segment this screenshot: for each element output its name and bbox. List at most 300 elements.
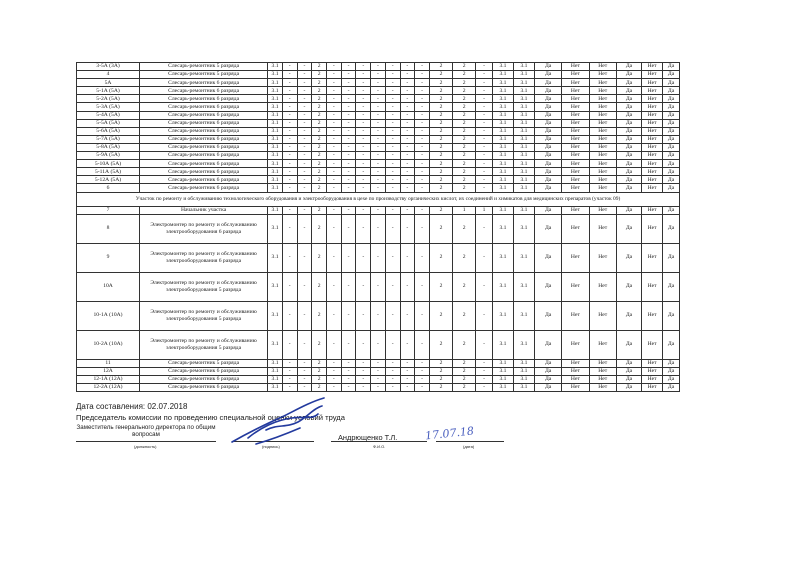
table-cell: Да [663, 359, 680, 367]
table-cell: - [385, 160, 400, 168]
table-cell: Да [616, 152, 641, 160]
table-cell: Да [534, 184, 561, 192]
table-cell: - [341, 160, 356, 168]
table-cell: 3.1 [492, 272, 513, 301]
table-cell: - [476, 243, 493, 272]
table-row [77, 359, 680, 367]
table-cell: - [356, 79, 371, 87]
job-title: Слесарь-ремонтник 6 разряда [140, 160, 268, 168]
table-row [77, 367, 680, 375]
table-cell: - [282, 135, 297, 143]
table-cell: Да [616, 127, 641, 135]
table-cell: - [400, 176, 415, 184]
table-body-top [77, 63, 680, 193]
table-cell: - [415, 330, 430, 359]
table-row [77, 160, 680, 168]
table-row [77, 330, 680, 359]
table-cell: Да [534, 111, 561, 119]
table-cell: - [327, 206, 342, 214]
caption-position: (должность) [134, 444, 157, 449]
table-cell: 2 [453, 243, 476, 272]
table-cell: - [415, 160, 430, 168]
table-cell: - [476, 176, 493, 184]
table-cell: - [341, 95, 356, 103]
table-cell: - [371, 243, 386, 272]
table-cell: - [282, 103, 297, 111]
member-name: Андрющенко Т.Л. [338, 433, 398, 442]
table-cell: Да [663, 111, 680, 119]
table-cell: 3.1 [513, 103, 534, 111]
table-cell: - [327, 184, 342, 192]
table-cell: Нет [589, 135, 616, 143]
table-cell: 2 [453, 383, 476, 391]
table-cell: - [282, 383, 297, 391]
table-row [77, 63, 680, 71]
table-cell: - [297, 63, 312, 71]
table-cell: 3.1 [513, 214, 534, 243]
table-cell: 2 [429, 375, 452, 383]
table-cell: - [356, 243, 371, 272]
table-body-bottom [77, 206, 680, 391]
table-cell: - [356, 206, 371, 214]
table-cell: - [415, 95, 430, 103]
table-cell: - [341, 71, 356, 79]
table-cell: Да [616, 206, 641, 214]
table-cell: Нет [562, 152, 589, 160]
table-cell: Да [616, 367, 641, 375]
table-cell: - [356, 383, 371, 391]
table-cell: 3.1 [492, 168, 513, 176]
table-cell: 3.1 [513, 383, 534, 391]
table-cell: 2 [429, 383, 452, 391]
table-cell: - [415, 143, 430, 151]
table-cell: 3.1 [268, 330, 283, 359]
table-cell: 2 [453, 152, 476, 160]
table-cell: - [400, 79, 415, 87]
table-row [77, 111, 680, 119]
table-cell: 3.1 [513, 71, 534, 79]
table-cell: Да [663, 119, 680, 127]
table-cell: - [297, 152, 312, 160]
table-cell: Нет [562, 95, 589, 103]
table-cell: - [327, 143, 342, 151]
table-cell: - [282, 152, 297, 160]
table-cell: - [282, 184, 297, 192]
table-cell: Нет [642, 119, 663, 127]
table-cell: - [385, 95, 400, 103]
table-cell: Нет [589, 176, 616, 184]
table-cell: Да [616, 272, 641, 301]
table-cell: - [327, 127, 342, 135]
table-cell: 3.1 [492, 206, 513, 214]
table-cell: 3.1 [513, 63, 534, 71]
table-cell: - [282, 272, 297, 301]
table-cell: - [327, 375, 342, 383]
table-cell: - [415, 367, 430, 375]
table-cell: - [297, 127, 312, 135]
table-cell: 2 [312, 176, 327, 184]
table-cell: - [476, 135, 493, 143]
table-cell: 3.1 [492, 367, 513, 375]
workplace-number: 10А [77, 272, 140, 301]
table-cell: 2 [429, 71, 452, 79]
table-cell: 2 [312, 383, 327, 391]
table-cell: - [341, 243, 356, 272]
table-cell: 3.1 [492, 87, 513, 95]
table-cell: - [415, 71, 430, 79]
table-cell: Нет [562, 87, 589, 95]
table-cell: - [327, 103, 342, 111]
workplace-number: 5-3А (5А) [77, 103, 140, 111]
table-cell: Да [663, 95, 680, 103]
table-row [77, 127, 680, 135]
table-cell: - [476, 359, 493, 367]
table-cell: - [297, 383, 312, 391]
table-cell: 2 [312, 184, 327, 192]
table-cell: Да [616, 243, 641, 272]
table-cell: - [476, 79, 493, 87]
table-cell: 2 [312, 111, 327, 119]
caption-signature: (подпись) [262, 444, 280, 449]
table-cell: 2 [312, 135, 327, 143]
table-cell: 3.1 [513, 127, 534, 135]
table-cell: Нет [589, 383, 616, 391]
table-cell: - [341, 359, 356, 367]
table-cell: Да [534, 301, 561, 330]
table-cell: - [327, 359, 342, 367]
table-cell: - [341, 375, 356, 383]
table-cell: Да [663, 184, 680, 192]
table-cell: - [400, 184, 415, 192]
table-cell: 3.1 [492, 383, 513, 391]
table-cell: Нет [589, 127, 616, 135]
position-rule [76, 441, 216, 442]
table-cell: - [415, 301, 430, 330]
table-cell: - [371, 367, 386, 375]
table-cell: - [282, 127, 297, 135]
table-cell: 3.1 [513, 87, 534, 95]
table-cell: 2 [312, 103, 327, 111]
job-title: Электромонтер по ремонту и обслуживанию электрооборудования 6 разряда [140, 214, 268, 243]
table-cell: 2 [453, 272, 476, 301]
table-cell: - [371, 127, 386, 135]
table-cell: - [282, 301, 297, 330]
table-cell: Нет [642, 143, 663, 151]
table-cell: Нет [562, 301, 589, 330]
table-cell: Да [616, 143, 641, 151]
table-cell: Да [663, 103, 680, 111]
workplace-number: 4 [77, 71, 140, 79]
table-cell: 2 [429, 152, 452, 160]
table-cell: - [341, 206, 356, 214]
table-cell: 2 [312, 63, 327, 71]
table-cell: - [476, 71, 493, 79]
table-cell: Нет [589, 63, 616, 71]
table-cell: Да [663, 243, 680, 272]
table-cell: - [327, 176, 342, 184]
table-cell: 2 [429, 135, 452, 143]
table-cell: - [297, 330, 312, 359]
table-cell: 2 [312, 152, 327, 160]
table-cell: - [282, 243, 297, 272]
date-rule [436, 441, 504, 442]
job-title: Слесарь-ремонтник 5 разряда [140, 359, 268, 367]
table-cell: Да [663, 135, 680, 143]
table-cell: - [476, 143, 493, 151]
table-cell: - [371, 206, 386, 214]
workplace-number: 5-12А (5А) [77, 176, 140, 184]
table-cell: - [297, 103, 312, 111]
table-cell: Да [663, 214, 680, 243]
workplace-number: 5-4А (5А) [77, 111, 140, 119]
table-cell: 2 [312, 206, 327, 214]
table-row [77, 168, 680, 176]
table-cell: Нет [589, 111, 616, 119]
job-title: Электромонтер по ремонту и обслуживанию электрооборудования 5 разряда [140, 330, 268, 359]
table-cell: - [356, 111, 371, 119]
table-cell: Да [534, 214, 561, 243]
table-cell: 2 [312, 214, 327, 243]
table-cell: - [400, 375, 415, 383]
table-cell: - [415, 135, 430, 143]
table-cell: - [356, 301, 371, 330]
table-cell: - [400, 383, 415, 391]
table-cell: Нет [562, 206, 589, 214]
table-cell: - [415, 168, 430, 176]
workplace-number: 5-5А (5А) [77, 119, 140, 127]
table-cell: - [282, 330, 297, 359]
table-cell: Нет [562, 119, 589, 127]
table-cell: - [341, 135, 356, 143]
table-cell: Да [616, 168, 641, 176]
table-cell: 3.1 [268, 168, 283, 176]
workplace-number: 10-1А (10А) [77, 301, 140, 330]
table-cell: Нет [589, 103, 616, 111]
workplace-number: 3-5А (3А) [77, 63, 140, 71]
table-cell: Да [616, 135, 641, 143]
table-cell: 3.1 [268, 206, 283, 214]
table-cell: 2 [453, 214, 476, 243]
table-cell: Нет [589, 143, 616, 151]
table-cell: - [371, 71, 386, 79]
table-cell: Да [534, 330, 561, 359]
table-cell: - [385, 168, 400, 176]
table-cell: - [341, 214, 356, 243]
table-cell: - [400, 95, 415, 103]
table-cell: Нет [562, 330, 589, 359]
workplace-number: 5-2А (5А) [77, 95, 140, 103]
table-cell: 2 [453, 103, 476, 111]
table-cell: 3.1 [513, 119, 534, 127]
table-cell: - [282, 71, 297, 79]
table-cell: 3.1 [268, 87, 283, 95]
table-cell: 3.1 [492, 127, 513, 135]
job-title: Слесарь-ремонтник 6 разряда [140, 143, 268, 151]
table-cell: - [385, 127, 400, 135]
table-cell: - [341, 87, 356, 95]
table-cell: 3.1 [268, 272, 283, 301]
table-cell: 3.1 [268, 135, 283, 143]
table-cell: 2 [312, 87, 327, 95]
table-cell: 2 [429, 330, 452, 359]
table-cell: 3.1 [492, 160, 513, 168]
table-cell: - [415, 103, 430, 111]
table-cell: 2 [312, 375, 327, 383]
table-cell: 3.1 [492, 71, 513, 79]
table-cell: 3.1 [492, 214, 513, 243]
table-cell: Нет [562, 359, 589, 367]
table-cell: 3.1 [492, 135, 513, 143]
table-cell: - [297, 79, 312, 87]
table-cell: - [400, 301, 415, 330]
table-cell: - [385, 359, 400, 367]
table-cell: - [476, 63, 493, 71]
table-cell: 2 [429, 160, 452, 168]
table-cell: 3.1 [513, 152, 534, 160]
workplace-number: 5-8А (5А) [77, 143, 140, 151]
table-cell: - [356, 184, 371, 192]
table-cell: - [385, 152, 400, 160]
table-cell: 3.1 [513, 95, 534, 103]
table-cell: - [385, 214, 400, 243]
table-cell: Нет [642, 111, 663, 119]
table-row [77, 375, 680, 383]
table-cell: 2 [429, 243, 452, 272]
table-cell: - [476, 330, 493, 359]
table-cell: - [371, 301, 386, 330]
table-cell: 3.1 [492, 152, 513, 160]
table-cell: Нет [562, 214, 589, 243]
table-cell: Нет [642, 206, 663, 214]
job-title: Слесарь-ремонтник 6 разряда [140, 103, 268, 111]
table-cell: 3.1 [268, 71, 283, 79]
table-cell: Да [663, 87, 680, 95]
table-cell: Да [663, 367, 680, 375]
table-cell: Нет [642, 87, 663, 95]
table-cell: - [356, 87, 371, 95]
table-cell: Нет [562, 168, 589, 176]
table-cell: - [297, 95, 312, 103]
table-cell: 3.1 [513, 243, 534, 272]
workplace-number: 6 [77, 184, 140, 192]
job-title: Слесарь-ремонтник 6 разряда [140, 176, 268, 184]
table-cell: - [327, 301, 342, 330]
workplace-number: 5-11А (5А) [77, 168, 140, 176]
table-cell: Да [534, 119, 561, 127]
table-cell: Да [616, 119, 641, 127]
job-title: Слесарь-ремонтник 6 разряда [140, 119, 268, 127]
table-cell: 3.1 [513, 176, 534, 184]
table-cell: Да [534, 152, 561, 160]
table-cell: Нет [589, 330, 616, 359]
table-cell: - [282, 168, 297, 176]
table-cell: Да [663, 152, 680, 160]
table-cell: - [476, 95, 493, 103]
results-table-sheet [76, 62, 680, 392]
table-cell: - [327, 168, 342, 176]
table-cell: Нет [642, 301, 663, 330]
table-cell: - [371, 152, 386, 160]
table-cell: 2 [453, 119, 476, 127]
table-cell: - [385, 375, 400, 383]
table-cell: Нет [589, 160, 616, 168]
table-cell: - [327, 95, 342, 103]
table-cell: - [400, 272, 415, 301]
table-cell: - [341, 63, 356, 71]
table-cell: Да [663, 127, 680, 135]
table-cell: - [385, 87, 400, 95]
table-cell: 3.1 [268, 119, 283, 127]
table-cell: - [282, 119, 297, 127]
table-cell: 3.1 [513, 143, 534, 151]
table-cell: - [297, 135, 312, 143]
workplace-number: 12-1А (12А) [77, 375, 140, 383]
table-cell: - [327, 79, 342, 87]
table-cell: - [356, 330, 371, 359]
table-cell: Нет [642, 383, 663, 391]
table-cell: 2 [429, 272, 452, 301]
table-cell: Нет [642, 71, 663, 79]
table-cell: - [356, 272, 371, 301]
table-cell: Нет [562, 176, 589, 184]
table-cell: - [415, 87, 430, 95]
table-cell: Нет [562, 383, 589, 391]
table-cell: Нет [589, 375, 616, 383]
table-cell: - [415, 111, 430, 119]
table-cell: - [371, 103, 386, 111]
table-cell: - [282, 367, 297, 375]
table-cell: Да [616, 176, 641, 184]
table-cell: 3.1 [513, 330, 534, 359]
table-cell: Да [534, 87, 561, 95]
workplace-number: 8 [77, 214, 140, 243]
table-cell: - [297, 367, 312, 375]
table-cell: 2 [429, 119, 452, 127]
table-cell: Да [663, 383, 680, 391]
table-cell: Да [663, 272, 680, 301]
table-cell: 2 [429, 359, 452, 367]
table-cell: 2 [453, 127, 476, 135]
table-cell: Нет [562, 367, 589, 375]
table-cell: - [327, 111, 342, 119]
job-title: Слесарь-ремонтник 6 разряда [140, 168, 268, 176]
member-position: Заместитель генерального директора по общим вопросам [76, 424, 216, 439]
table-cell: - [356, 359, 371, 367]
table-cell: Да [534, 79, 561, 87]
table-cell: - [282, 176, 297, 184]
table-cell: 2 [453, 301, 476, 330]
table-cell: - [327, 243, 342, 272]
table-cell: - [371, 176, 386, 184]
table-cell: - [415, 375, 430, 383]
job-title: Слесарь-ремонтник 5 разряда [140, 63, 268, 71]
table-cell: Да [534, 383, 561, 391]
table-cell: - [400, 367, 415, 375]
table-cell: - [415, 383, 430, 391]
table-cell: 2 [429, 206, 452, 214]
table-cell: - [327, 71, 342, 79]
table-cell: 3.1 [513, 272, 534, 301]
table-cell: - [371, 184, 386, 192]
table-cell: - [282, 63, 297, 71]
table-cell: 2 [453, 135, 476, 143]
table-cell: Нет [562, 243, 589, 272]
table-cell: - [327, 63, 342, 71]
table-cell: Да [616, 330, 641, 359]
table-cell: - [385, 176, 400, 184]
table-cell: - [400, 143, 415, 151]
table-cell: - [476, 367, 493, 375]
